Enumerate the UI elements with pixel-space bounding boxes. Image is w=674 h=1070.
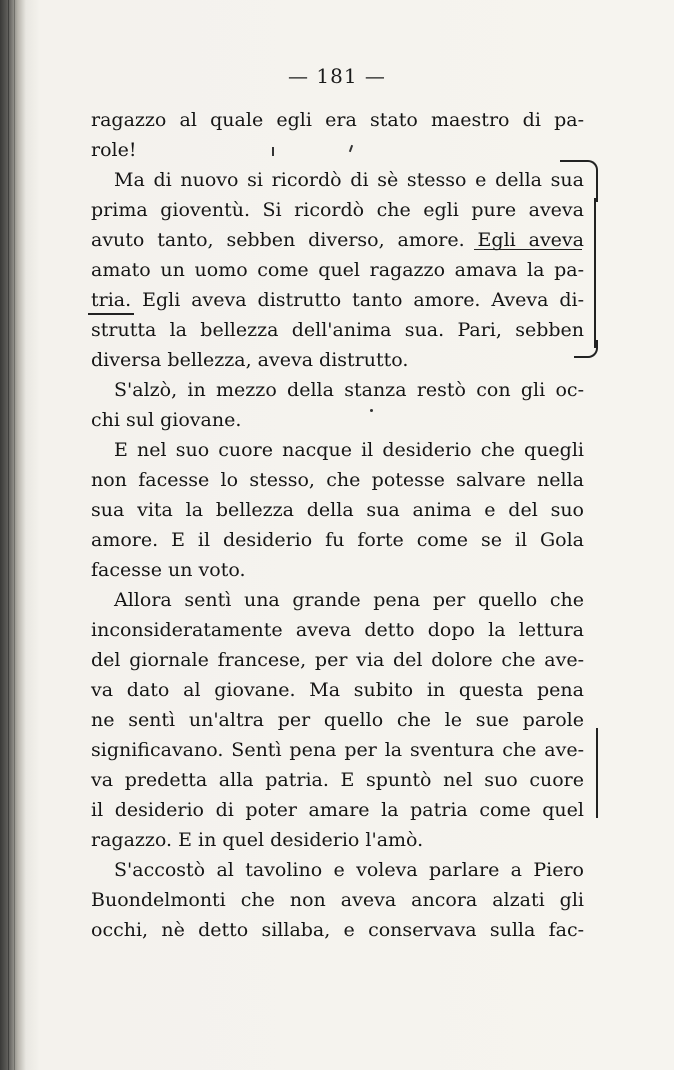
stray-mark [370, 409, 373, 412]
text-line: diversa bellezza, aveva distrutto. [91, 349, 409, 371]
text-line: role! [91, 139, 137, 161]
text-line: ragazzo. E in quel desiderio l'amò. [91, 829, 424, 851]
text-line: non facesse lo stesso, che potesse salvare nella [91, 469, 584, 491]
text-line: chi sul giovane. [91, 409, 242, 431]
pencil-underline [474, 249, 582, 250]
text-line: va predetta alla patria. E spuntò nel suo cuore [91, 769, 584, 791]
text-line: strutta la bellezza dell'anima sua. Pari, sebben [91, 319, 584, 341]
text-line: Ma di nuovo si ricordò di sè stesso e della sua [114, 169, 584, 191]
text-line: amore. E il desiderio fu forte come se il Gola [91, 529, 584, 551]
text-line: tria. Egli aveva distrutto tanto amore. Aveva di- [91, 289, 584, 311]
spine-edge [8, 0, 9, 1070]
text-line: va dato al giovane. Ma subito in questa pena [91, 679, 584, 701]
stray-mark [272, 147, 274, 156]
text-line: occhi, nè detto sillaba, e conservava sulla fac- [91, 919, 584, 941]
text-line: amato un uomo come quel ragazzo amava la pa- [91, 259, 584, 281]
text-line: inconsideratamente aveva detto dopo la lettura [91, 619, 584, 641]
text-line: avuto tanto, sebben diverso, amore. Egli aveva [91, 229, 584, 251]
text-line: significavano. Sentì pena per la sventura che ave- [91, 739, 584, 761]
text-line: del giornale francese, per via del dolore che ave- [91, 649, 584, 671]
text-line: ragazzo al quale egli era stato maestro di pa- [91, 109, 584, 131]
pencil-underline [88, 313, 134, 315]
text-line: E nel suo cuore nacque il desiderio che quegli [114, 439, 584, 461]
text-line: S'accostò al tavolino e voleva parlare a Piero [114, 859, 584, 881]
text-line: facesse un voto. [91, 559, 246, 581]
margin-bracket-top [560, 160, 598, 202]
text-line: S'alzò, in mezzo della stanza restò con gli oc- [114, 379, 584, 401]
text-line: sua vita la bellezza della sua anima e del suo [91, 499, 584, 521]
text-line: ne sentì un'altra per quello che le sue parole [91, 709, 584, 731]
text-line: il desiderio di poter amare la patria come quel [91, 799, 584, 821]
text-line: Allora sentì una grande pena per quello che [114, 589, 584, 611]
margin-bracket-line [594, 198, 596, 348]
margin-mark [596, 728, 598, 818]
page-number: — 181 — [288, 64, 386, 88]
text-line: Buondelmonti che non aveva ancora alzati gli [91, 889, 584, 911]
text-line: prima gioventù. Si ricordò che egli pure aveva [91, 199, 584, 221]
margin-bracket-bottom [574, 340, 598, 358]
spine-edge [14, 0, 15, 1070]
